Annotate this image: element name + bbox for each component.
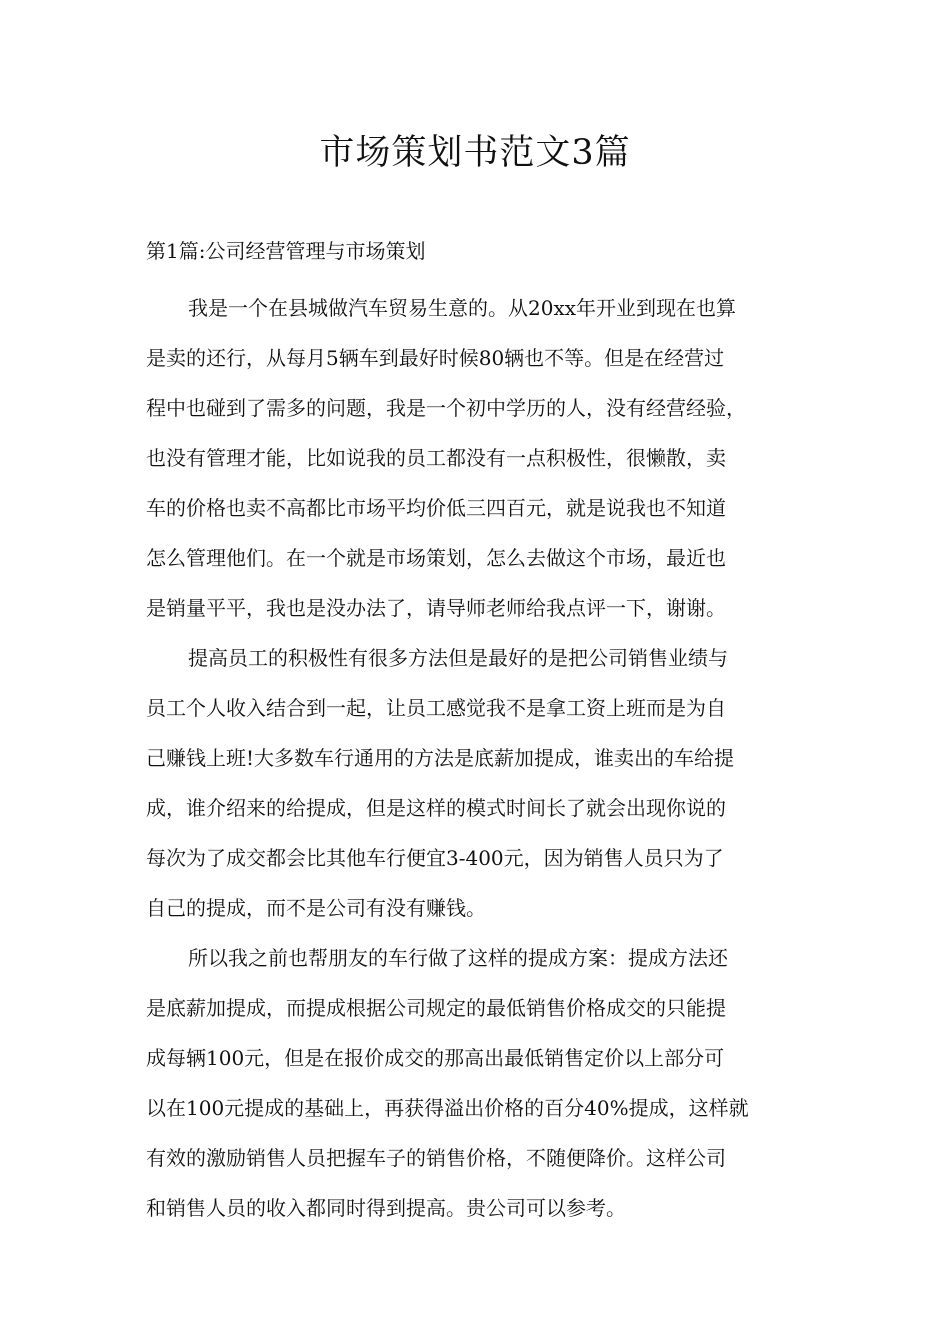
text-line: 我是一个在县城做汽车贸易生意的。从20xx年开业到现在也算 <box>188 296 737 320</box>
paragraph-3 <box>146 933 810 1233</box>
text-line: 有效的激励销售人员把握车子的销售价格，不随便降价。这样公司 <box>146 1146 726 1170</box>
text-line: 程中也碰到了需多的问题，我是一个初中学历的人，没有经营经验， <box>146 396 746 420</box>
text-line: 和销售人员的收入都同时得到提高。贵公司可以参考。 <box>146 1196 626 1220</box>
text-line: 员工个人收入结合到一起，让员工感觉我不是拿工资上班而是为自 <box>146 696 726 720</box>
text-line: 成每辆100元，但是在报价成交的那高出最低销售定价以上部分可 <box>146 1046 725 1070</box>
document-title: 市场策划书范文3篇 <box>319 133 631 173</box>
paragraph-2 <box>146 633 810 933</box>
text-line: 提高员工的积极性有很多方法但是最好的是把公司销售业绩与 <box>188 646 728 670</box>
text-line: 所以我之前也帮朋友的车行做了这样的提成方案：提成方法还 <box>188 946 728 970</box>
text-line: 以在100元提成的基础上，再获得溢出价格的百分40%提成，这样就 <box>146 1096 749 1120</box>
text-line: 自己的提成，而不是公司有没有赚钱。 <box>146 896 486 920</box>
text-line: 车的价格也卖不高都比市场平均价低三四百元，就是说我也不知道 <box>146 496 726 520</box>
text-line: 是卖的还行，从每月5辆车到最好时候80辆也不等。但是在经营过 <box>146 346 725 370</box>
text-line: 是销量平平，我也是没办法了，请导师老师给我点评一下，谢谢。 <box>146 596 726 620</box>
text-line: 是底薪加提成，而提成根据公司规定的最低销售价格成交的只能提 <box>146 996 726 1020</box>
paragraph-1 <box>146 283 810 633</box>
text-line: 也没有管理才能，比如说我的员工都没有一点积极性，很懒散，卖 <box>146 446 726 470</box>
text-line: 每次为了成交都会比其他车行便宜3-400元，因为销售人员只为了 <box>146 846 724 870</box>
text-line: 己赚钱上班!大多数车行通用的方法是底薪加提成，谁卖出的车给提 <box>146 746 735 770</box>
section-heading: 第1篇:公司经营管理与市场策划 <box>146 239 426 263</box>
text-line: 怎么管理他们。在一个就是市场策划，怎么去做这个市场，最近也 <box>146 546 726 570</box>
document-body <box>146 283 810 1233</box>
text-line: 成，谁介绍来的给提成，但是这样的模式时间长了就会出现你说的 <box>146 796 726 820</box>
